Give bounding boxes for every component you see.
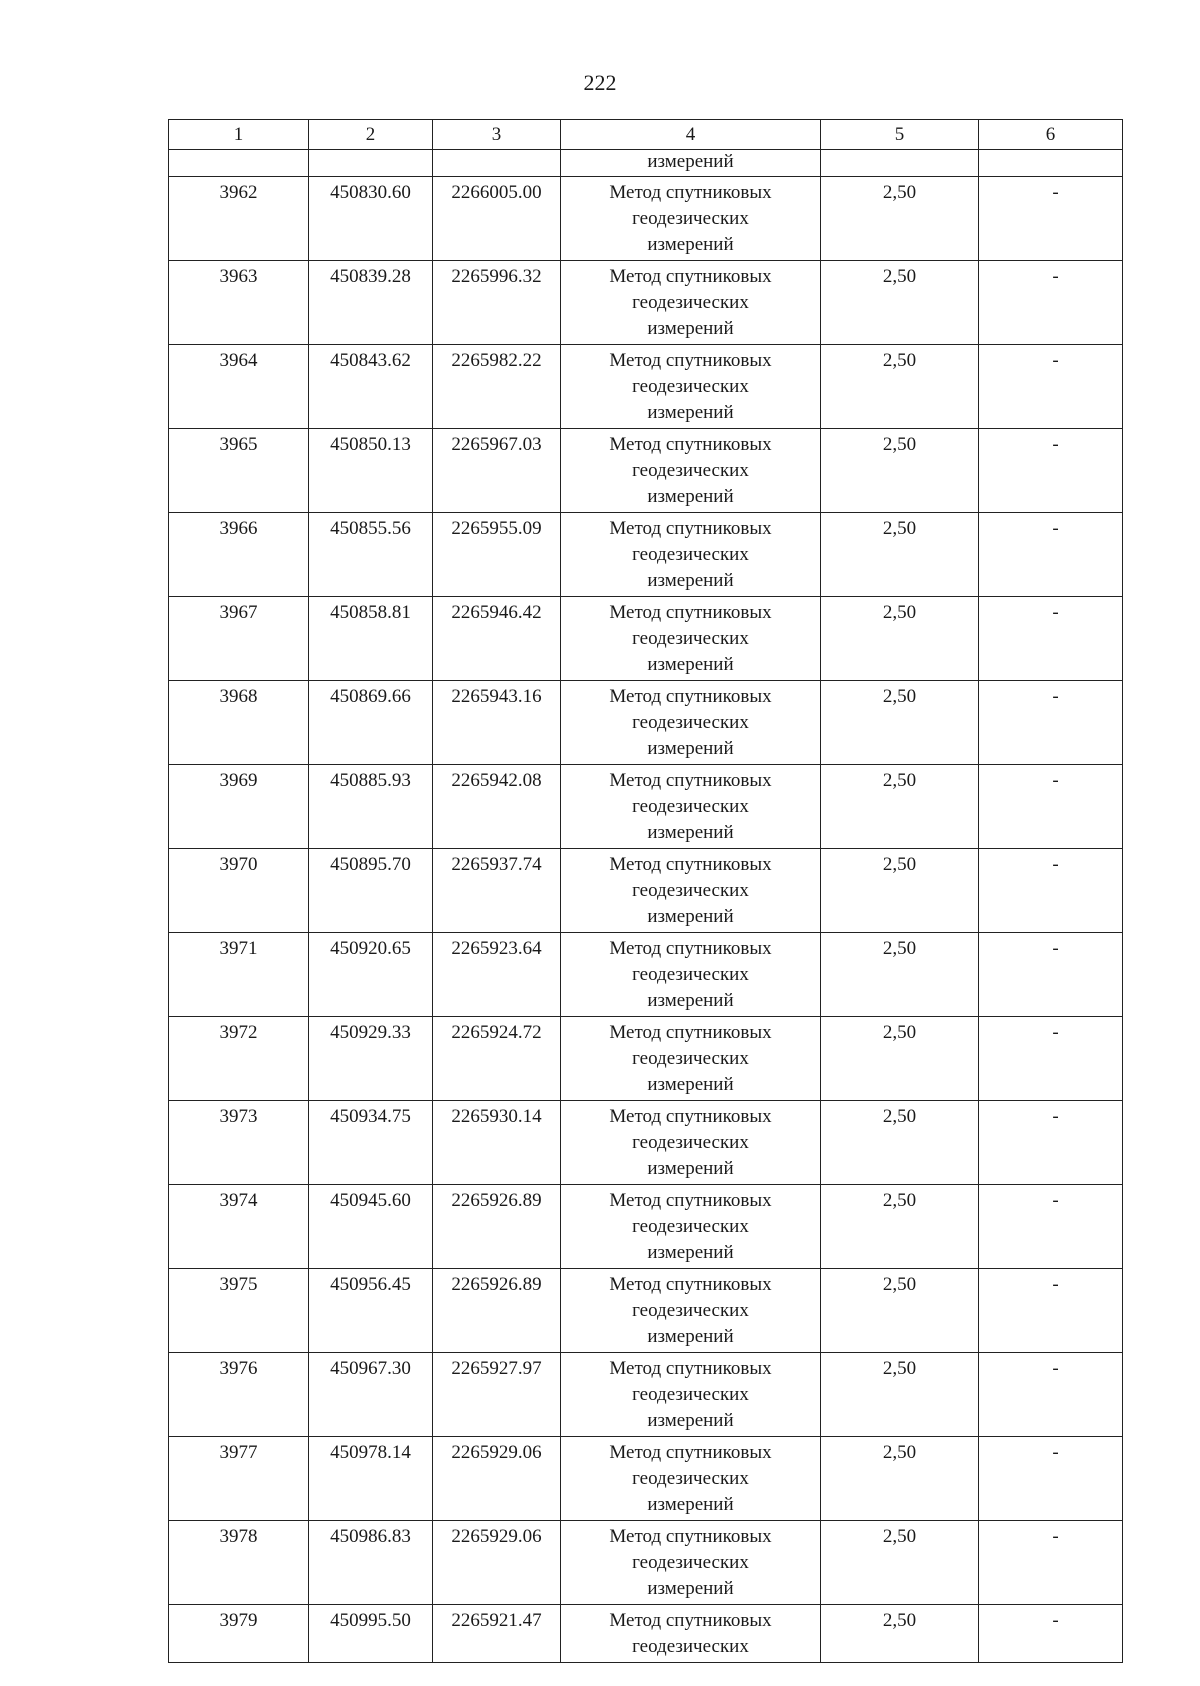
coordinates-table bbox=[168, 119, 1123, 1663]
note-cell bbox=[979, 1101, 1123, 1185]
method-line: Метод спутниковых bbox=[609, 602, 772, 623]
table-row bbox=[169, 1101, 1123, 1185]
continuation-row bbox=[169, 150, 1123, 177]
method-line: измерений bbox=[647, 822, 734, 843]
accuracy-cell: 2,50 bbox=[821, 513, 979, 597]
x-coordinate-cell: 450830.60 bbox=[309, 177, 433, 261]
method-cell bbox=[561, 177, 821, 261]
table-row bbox=[169, 1017, 1123, 1101]
point-number-cell: 3976 bbox=[169, 1353, 309, 1437]
note-cell bbox=[979, 933, 1123, 1017]
note-cell bbox=[979, 1017, 1123, 1101]
method-line: геодезических bbox=[632, 628, 749, 649]
accuracy-cell: 2,50 bbox=[821, 597, 979, 681]
y-coordinate-cell: 2265942.08 bbox=[433, 765, 561, 849]
method-line: измерений bbox=[647, 1410, 734, 1431]
method-cell bbox=[561, 1269, 821, 1353]
table-row bbox=[169, 1353, 1123, 1437]
method-line: измерений bbox=[647, 906, 734, 927]
note-value: - bbox=[1052, 266, 1059, 287]
method-line: измерений bbox=[647, 990, 734, 1011]
empty-cell bbox=[309, 150, 433, 177]
y-coordinate-cell: 2265982.22 bbox=[433, 345, 561, 429]
table-row bbox=[169, 765, 1123, 849]
method-line: измерений bbox=[647, 318, 734, 339]
method-line: Метод спутниковых bbox=[609, 770, 772, 791]
y-coordinate-cell: 2265967.03 bbox=[433, 429, 561, 513]
method-line: Метод спутниковых bbox=[609, 686, 772, 707]
method-line: Метод спутниковых bbox=[609, 1358, 772, 1379]
note-value: - bbox=[1052, 182, 1059, 203]
accuracy-cell: 2,50 bbox=[821, 261, 979, 345]
method-line: измерений bbox=[647, 1578, 734, 1599]
column-header: 1 bbox=[169, 120, 309, 150]
table-row bbox=[169, 849, 1123, 933]
column-header: 3 bbox=[433, 120, 561, 150]
table-header-row bbox=[169, 120, 1123, 150]
x-coordinate-cell: 450885.93 bbox=[309, 765, 433, 849]
note-value: - bbox=[1052, 1610, 1059, 1631]
continuation-text: измерений bbox=[561, 150, 821, 177]
table-row bbox=[169, 1185, 1123, 1269]
method-line: геодезических bbox=[632, 1216, 749, 1237]
method-line: измерений bbox=[647, 570, 734, 591]
method-line: измерений bbox=[647, 1494, 734, 1515]
page-number: 222 bbox=[583, 70, 617, 95]
method-cell bbox=[561, 429, 821, 513]
method-line: геодезических bbox=[632, 964, 749, 985]
y-coordinate-cell: 2265924.72 bbox=[433, 1017, 561, 1101]
y-coordinate-cell: 2265921.47 bbox=[433, 1605, 561, 1663]
method-line: Метод спутниковых bbox=[609, 1022, 772, 1043]
y-coordinate-cell: 2265943.16 bbox=[433, 681, 561, 765]
method-line: Метод спутниковых bbox=[609, 1190, 772, 1211]
method-cell bbox=[561, 597, 821, 681]
note-cell bbox=[979, 597, 1123, 681]
x-coordinate-cell: 450843.62 bbox=[309, 345, 433, 429]
method-cell bbox=[561, 261, 821, 345]
method-line: Метод спутниковых bbox=[609, 350, 772, 371]
method-line: геодезических bbox=[632, 1048, 749, 1069]
point-number-cell: 3973 bbox=[169, 1101, 309, 1185]
method-cell bbox=[561, 1101, 821, 1185]
y-coordinate-cell: 2265946.42 bbox=[433, 597, 561, 681]
accuracy-cell: 2,50 bbox=[821, 1269, 979, 1353]
method-line: Метод спутниковых bbox=[609, 854, 772, 875]
method-line: измерений bbox=[647, 1242, 734, 1263]
note-cell bbox=[979, 765, 1123, 849]
accuracy-cell: 2,50 bbox=[821, 681, 979, 765]
y-coordinate-cell: 2265996.32 bbox=[433, 261, 561, 345]
accuracy-cell: 2,50 bbox=[821, 933, 979, 1017]
point-number-cell: 3974 bbox=[169, 1185, 309, 1269]
y-coordinate-cell: 2266005.00 bbox=[433, 177, 561, 261]
method-line: геодезических bbox=[632, 712, 749, 733]
method-cell bbox=[561, 1521, 821, 1605]
table-row bbox=[169, 345, 1123, 429]
point-number-cell: 3963 bbox=[169, 261, 309, 345]
method-line: Метод спутниковых bbox=[609, 1442, 772, 1463]
method-line: Метод спутниковых bbox=[609, 938, 772, 959]
empty-cell bbox=[979, 150, 1123, 177]
method-cell bbox=[561, 1353, 821, 1437]
note-cell bbox=[979, 1521, 1123, 1605]
x-coordinate-cell: 450995.50 bbox=[309, 1605, 433, 1663]
point-number-cell: 3964 bbox=[169, 345, 309, 429]
method-cell bbox=[561, 933, 821, 1017]
method-line: измерений bbox=[647, 654, 734, 675]
accuracy-cell: 2,50 bbox=[821, 177, 979, 261]
method-line: геодезических bbox=[632, 544, 749, 565]
method-line: измерений bbox=[647, 1158, 734, 1179]
x-coordinate-cell: 450869.66 bbox=[309, 681, 433, 765]
accuracy-cell: 2,50 bbox=[821, 1101, 979, 1185]
method-line: Метод спутниковых bbox=[609, 1526, 772, 1547]
table-row bbox=[169, 513, 1123, 597]
x-coordinate-cell: 450855.56 bbox=[309, 513, 433, 597]
note-value: - bbox=[1052, 1274, 1059, 1295]
x-coordinate-cell: 450986.83 bbox=[309, 1521, 433, 1605]
method-line: геодезических bbox=[632, 1636, 749, 1657]
method-line: геодезических bbox=[632, 1300, 749, 1321]
note-cell bbox=[979, 1185, 1123, 1269]
y-coordinate-cell: 2265930.14 bbox=[433, 1101, 561, 1185]
point-number-cell: 3979 bbox=[169, 1605, 309, 1663]
method-line: измерений bbox=[647, 1074, 734, 1095]
note-value: - bbox=[1052, 1022, 1059, 1043]
x-coordinate-cell: 450945.60 bbox=[309, 1185, 433, 1269]
note-value: - bbox=[1052, 1106, 1059, 1127]
column-header: 6 bbox=[979, 120, 1123, 150]
x-coordinate-cell: 450858.81 bbox=[309, 597, 433, 681]
point-number-cell: 3966 bbox=[169, 513, 309, 597]
point-number-cell: 3962 bbox=[169, 177, 309, 261]
note-cell bbox=[979, 849, 1123, 933]
point-number-cell: 3969 bbox=[169, 765, 309, 849]
table-row bbox=[169, 681, 1123, 765]
note-cell bbox=[979, 177, 1123, 261]
column-header: 2 bbox=[309, 120, 433, 150]
x-coordinate-cell: 450895.70 bbox=[309, 849, 433, 933]
note-value: - bbox=[1052, 1358, 1059, 1379]
method-line: геодезических bbox=[632, 208, 749, 229]
note-value: - bbox=[1052, 1442, 1059, 1463]
method-line: измерений bbox=[647, 486, 734, 507]
table-row bbox=[169, 261, 1123, 345]
point-number-cell: 3971 bbox=[169, 933, 309, 1017]
point-number-cell: 3972 bbox=[169, 1017, 309, 1101]
accuracy-cell: 2,50 bbox=[821, 1017, 979, 1101]
accuracy-cell: 2,50 bbox=[821, 1185, 979, 1269]
method-line: измерений bbox=[647, 1326, 734, 1347]
point-number-cell: 3965 bbox=[169, 429, 309, 513]
accuracy-cell: 2,50 bbox=[821, 345, 979, 429]
y-coordinate-cell: 2265926.89 bbox=[433, 1185, 561, 1269]
table-row bbox=[169, 1521, 1123, 1605]
empty-cell bbox=[821, 150, 979, 177]
table-row bbox=[169, 1269, 1123, 1353]
method-cell bbox=[561, 345, 821, 429]
method-cell bbox=[561, 513, 821, 597]
method-line: Метод спутниковых bbox=[609, 1106, 772, 1127]
note-cell bbox=[979, 1605, 1123, 1663]
accuracy-cell: 2,50 bbox=[821, 765, 979, 849]
accuracy-cell: 2,50 bbox=[821, 849, 979, 933]
point-number-cell: 3978 bbox=[169, 1521, 309, 1605]
x-coordinate-cell: 450850.13 bbox=[309, 429, 433, 513]
y-coordinate-cell: 2265929.06 bbox=[433, 1437, 561, 1521]
method-line: геодезических bbox=[632, 796, 749, 817]
empty-cell bbox=[433, 150, 561, 177]
x-coordinate-cell: 450839.28 bbox=[309, 261, 433, 345]
note-value: - bbox=[1052, 518, 1059, 539]
note-cell bbox=[979, 345, 1123, 429]
note-cell bbox=[979, 681, 1123, 765]
x-coordinate-cell: 450967.30 bbox=[309, 1353, 433, 1437]
method-line: геодезических bbox=[632, 1468, 749, 1489]
table-row bbox=[169, 1437, 1123, 1521]
note-value: - bbox=[1052, 1190, 1059, 1211]
note-cell bbox=[979, 429, 1123, 513]
method-line: Метод спутниковых bbox=[609, 266, 772, 287]
empty-cell bbox=[169, 150, 309, 177]
method-line: геодезических bbox=[632, 376, 749, 397]
accuracy-cell: 2,50 bbox=[821, 1605, 979, 1663]
method-line: Метод спутниковых bbox=[609, 518, 772, 539]
method-line: Метод спутниковых bbox=[609, 182, 772, 203]
note-value: - bbox=[1052, 854, 1059, 875]
method-line: геодезических bbox=[632, 292, 749, 313]
note-value: - bbox=[1052, 350, 1059, 371]
x-coordinate-cell: 450956.45 bbox=[309, 1269, 433, 1353]
method-line: Метод спутниковых bbox=[609, 1274, 772, 1295]
method-cell bbox=[561, 1437, 821, 1521]
y-coordinate-cell: 2265926.89 bbox=[433, 1269, 561, 1353]
note-cell bbox=[979, 1437, 1123, 1521]
y-coordinate-cell: 2265937.74 bbox=[433, 849, 561, 933]
method-cell bbox=[561, 765, 821, 849]
table-row bbox=[169, 933, 1123, 1017]
note-value: - bbox=[1052, 938, 1059, 959]
method-line: геодезических bbox=[632, 1552, 749, 1573]
column-header: 5 bbox=[821, 120, 979, 150]
method-cell bbox=[561, 1605, 821, 1663]
method-line: геодезических bbox=[632, 880, 749, 901]
point-number-cell: 3968 bbox=[169, 681, 309, 765]
point-number-cell: 3977 bbox=[169, 1437, 309, 1521]
method-line: измерений bbox=[647, 738, 734, 759]
method-line: Метод спутниковых bbox=[609, 434, 772, 455]
y-coordinate-cell: 2265923.64 bbox=[433, 933, 561, 1017]
method-cell bbox=[561, 849, 821, 933]
note-value: - bbox=[1052, 434, 1059, 455]
note-cell bbox=[979, 1353, 1123, 1437]
accuracy-cell: 2,50 bbox=[821, 429, 979, 513]
table-row bbox=[169, 597, 1123, 681]
y-coordinate-cell: 2265955.09 bbox=[433, 513, 561, 597]
accuracy-cell: 2,50 bbox=[821, 1353, 979, 1437]
x-coordinate-cell: 450934.75 bbox=[309, 1101, 433, 1185]
method-line: измерений bbox=[647, 234, 734, 255]
note-value: - bbox=[1052, 602, 1059, 623]
note-value: - bbox=[1052, 1526, 1059, 1547]
point-number-cell: 3975 bbox=[169, 1269, 309, 1353]
method-cell bbox=[561, 1185, 821, 1269]
x-coordinate-cell: 450920.65 bbox=[309, 933, 433, 1017]
method-line: геодезических bbox=[632, 460, 749, 481]
method-line: измерений bbox=[647, 402, 734, 423]
y-coordinate-cell: 2265929.06 bbox=[433, 1521, 561, 1605]
table-row bbox=[169, 177, 1123, 261]
y-coordinate-cell: 2265927.97 bbox=[433, 1353, 561, 1437]
note-cell bbox=[979, 1269, 1123, 1353]
method-line: геодезических bbox=[632, 1384, 749, 1405]
point-number-cell: 3967 bbox=[169, 597, 309, 681]
note-cell bbox=[979, 513, 1123, 597]
note-value: - bbox=[1052, 770, 1059, 791]
method-cell bbox=[561, 681, 821, 765]
point-number-cell: 3970 bbox=[169, 849, 309, 933]
method-line: геодезических bbox=[632, 1132, 749, 1153]
x-coordinate-cell: 450929.33 bbox=[309, 1017, 433, 1101]
column-header: 4 bbox=[561, 120, 821, 150]
table-row bbox=[169, 429, 1123, 513]
method-line: Метод спутниковых bbox=[609, 1610, 772, 1631]
x-coordinate-cell: 450978.14 bbox=[309, 1437, 433, 1521]
note-value: - bbox=[1052, 686, 1059, 707]
table-row bbox=[169, 1605, 1123, 1663]
accuracy-cell: 2,50 bbox=[821, 1521, 979, 1605]
method-cell bbox=[561, 1017, 821, 1101]
accuracy-cell: 2,50 bbox=[821, 1437, 979, 1521]
note-cell bbox=[979, 261, 1123, 345]
